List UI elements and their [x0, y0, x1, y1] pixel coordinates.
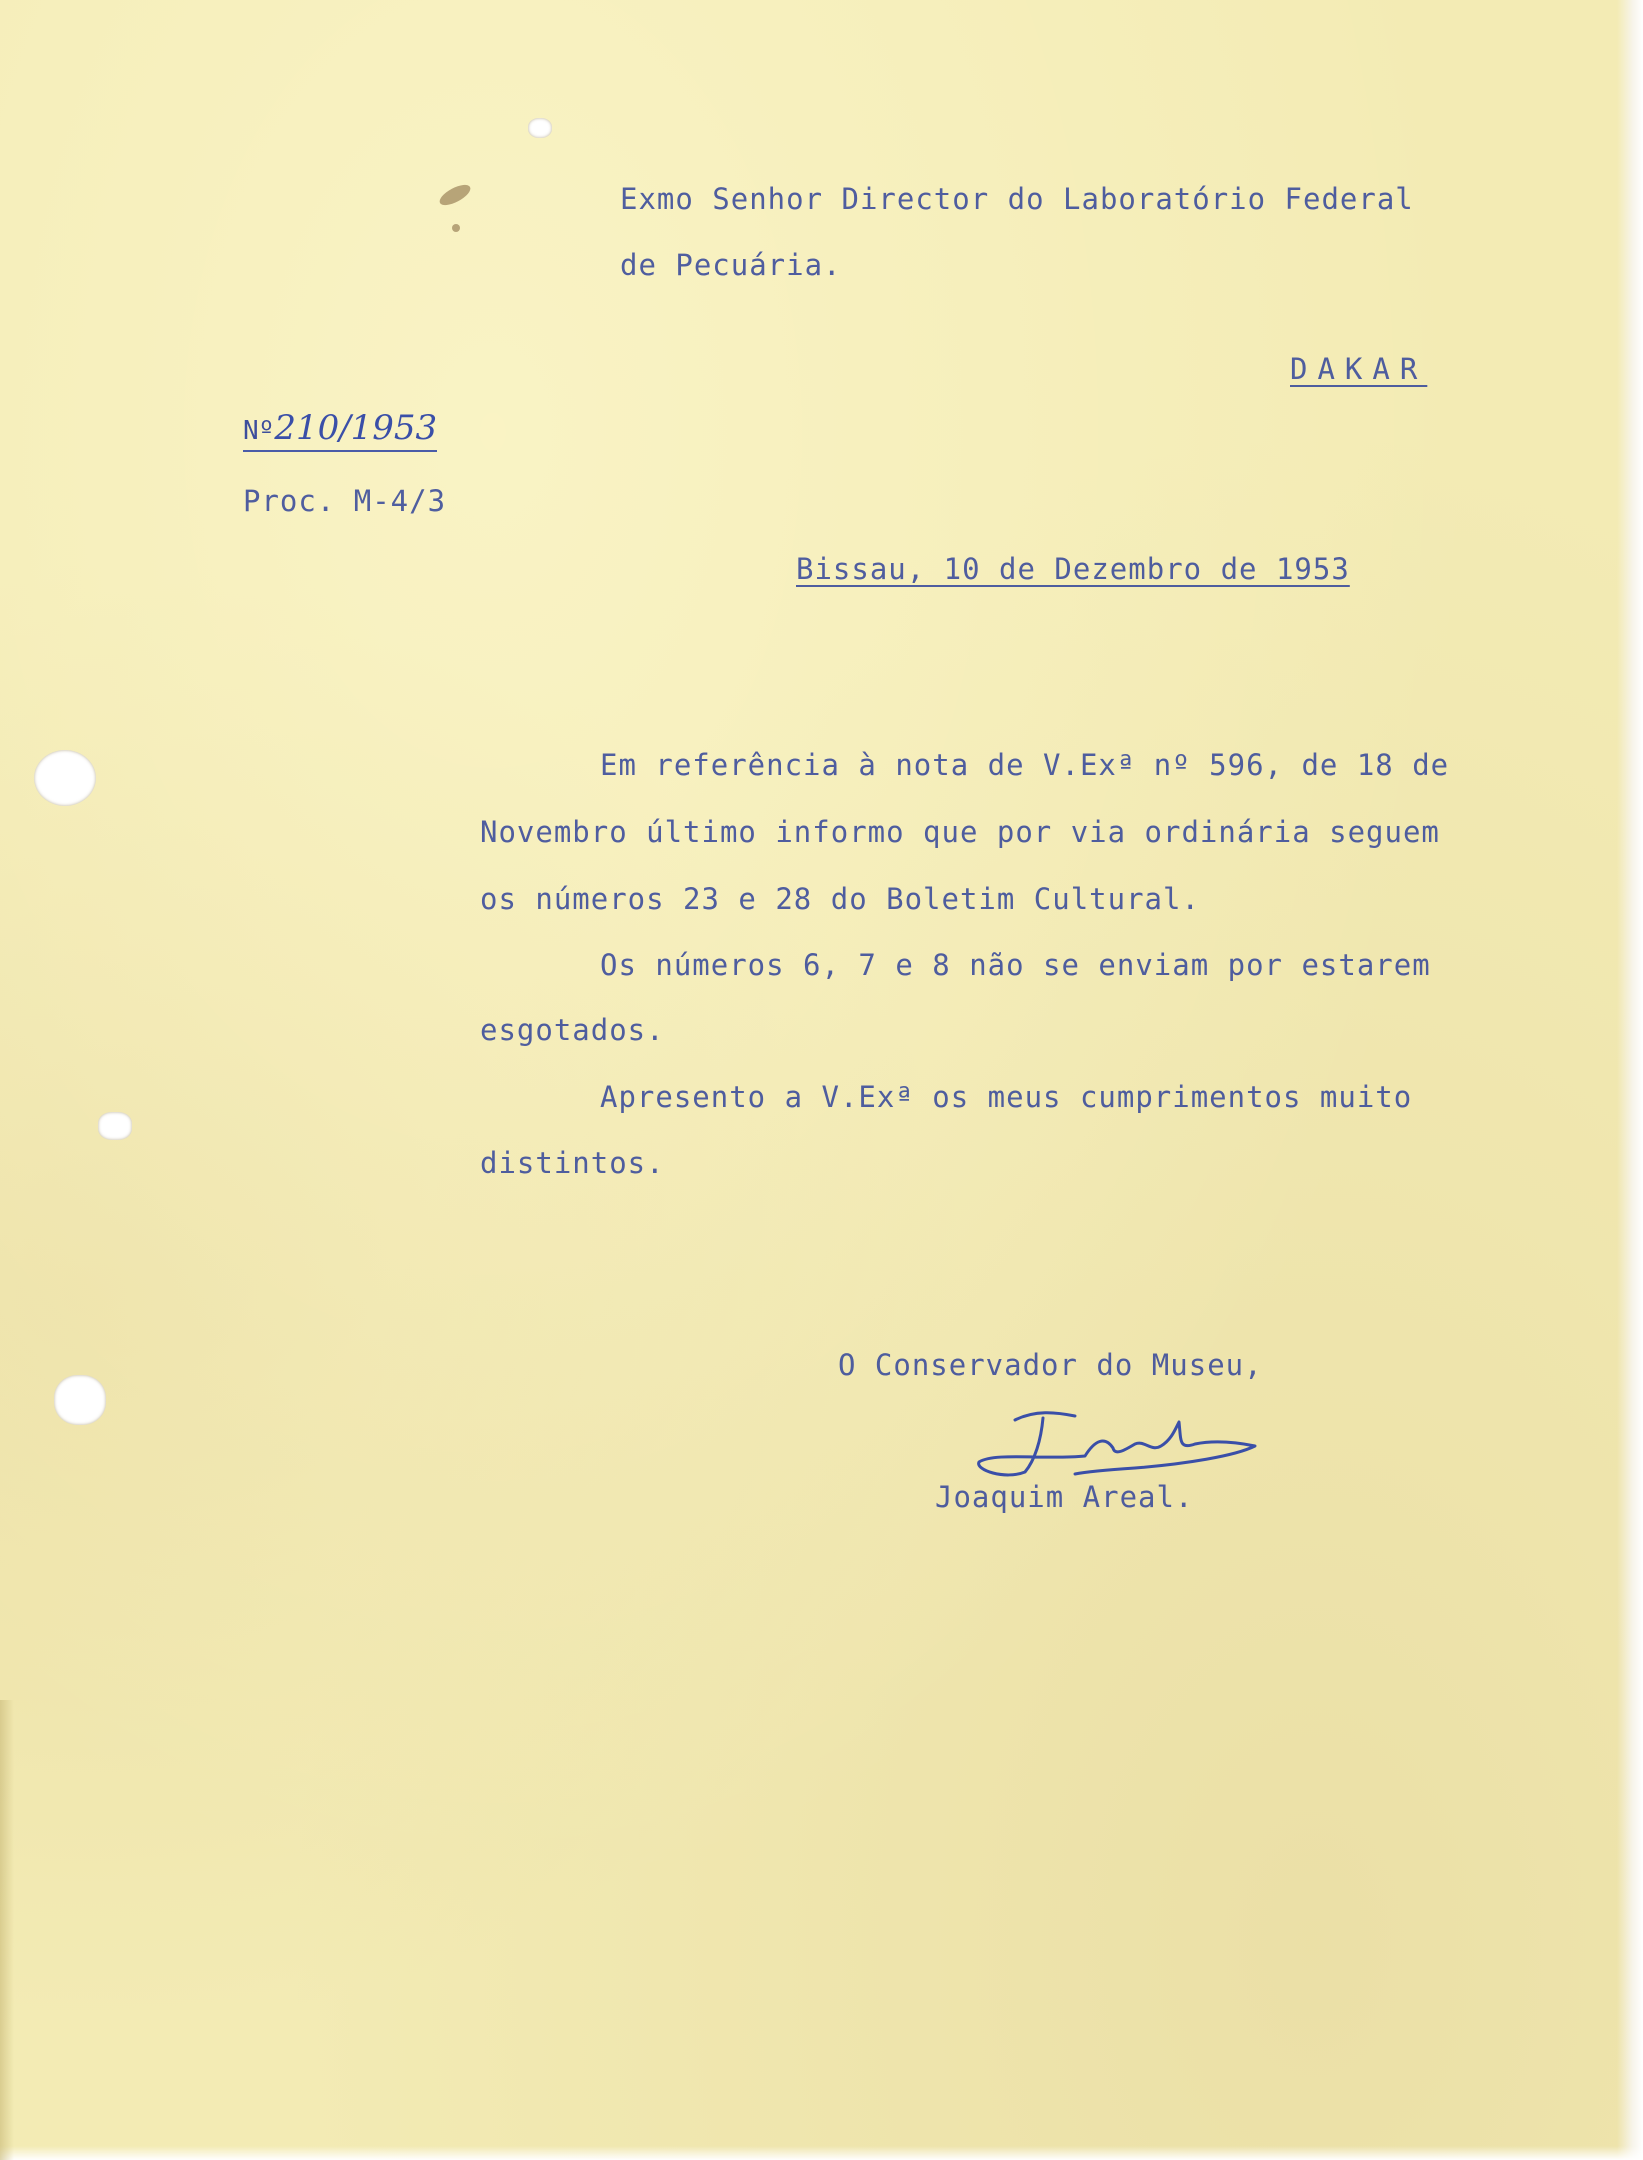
paper-edge-left	[0, 1700, 14, 2160]
letter-date: Bissau, 10 de Dezembro de 1953	[796, 552, 1350, 586]
paper-tear	[528, 118, 552, 138]
reference-value: 210/1953	[274, 408, 438, 448]
body-line: Apresento a V.Exª os meus cumprimentos muito	[600, 1080, 1413, 1114]
process-number: Proc. M-4/3	[243, 484, 447, 518]
rust-mark	[452, 224, 460, 232]
punch-hole-bottom	[54, 1375, 106, 1425]
body-line: esgotados.	[480, 1013, 665, 1047]
punch-hole-top	[34, 750, 96, 806]
addressee-line-2: de Pecuária.	[620, 248, 842, 282]
body-line: Novembro último informo que por via ordinária seguem	[480, 815, 1440, 849]
signatory-name: Joaquim Areal.	[935, 1480, 1194, 1514]
punch-hole-middle	[98, 1112, 132, 1140]
reference-prefix: Nº	[243, 416, 275, 446]
city: DAKAR	[1290, 352, 1428, 386]
paper-edge-right	[1617, 0, 1643, 2160]
body-line: distintos.	[480, 1146, 665, 1180]
body-line: Os números 6, 7 e 8 não se enviam por estarem	[600, 948, 1431, 982]
rust-mark	[437, 181, 474, 209]
handwritten-signature	[965, 1400, 1265, 1490]
body-line: os números 23 e 28 do Boletim Cultural.	[480, 882, 1200, 916]
paper-edge-bottom	[0, 2146, 1643, 2160]
body-line: Em referência à nota de V.Exª nº 596, de 18 de	[600, 748, 1450, 782]
closing-title: O Conservador do Museu,	[838, 1348, 1263, 1382]
reference-number	[243, 408, 437, 448]
addressee-line-1: Exmo Senhor Director do Laboratório Federal	[620, 182, 1414, 216]
